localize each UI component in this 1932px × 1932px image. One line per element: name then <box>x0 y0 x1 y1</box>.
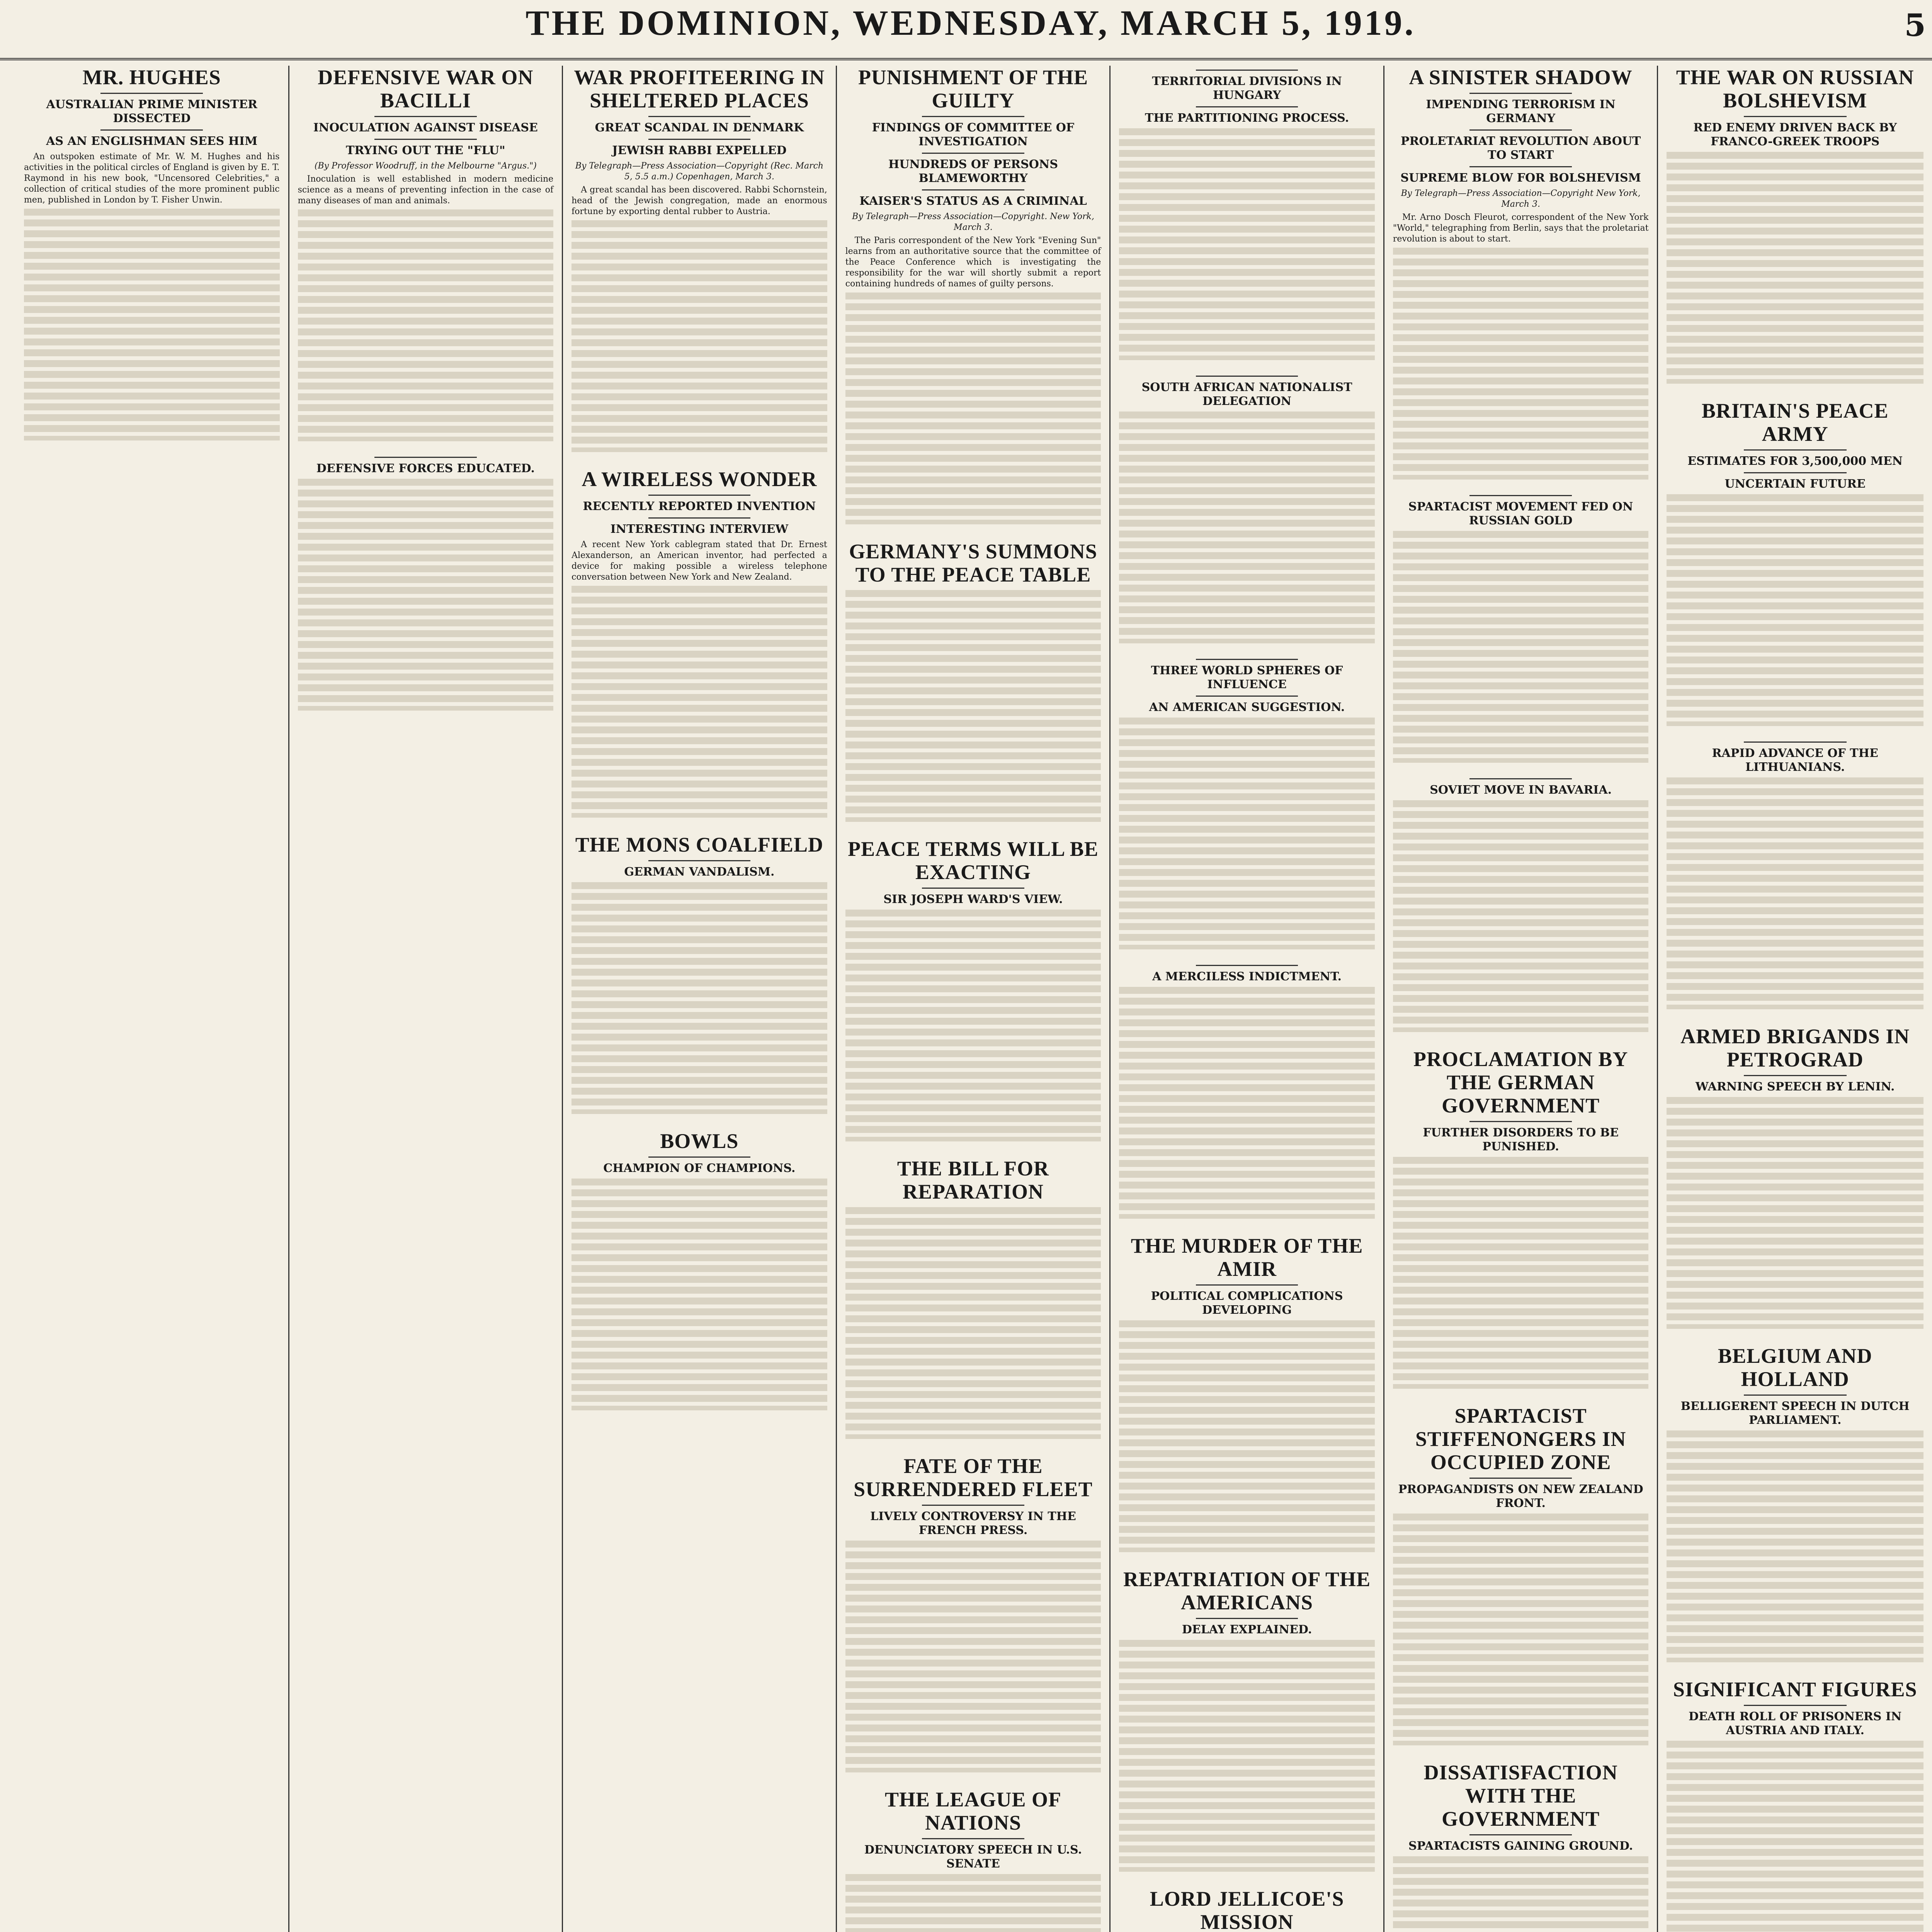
divider <box>1196 1618 1298 1619</box>
subheadline: HUNDREDS OF PERSONS BLAMEWORTHY <box>888 158 1058 185</box>
subheadline: BELLIGERENT SPEECH IN DUTCH PARLIAMENT. <box>1680 1400 1910 1427</box>
headline: BRITAIN'S PEACE ARMY <box>1701 399 1889 446</box>
divider <box>1744 116 1847 117</box>
article <box>571 1129 827 1410</box>
subheadline: PROPAGANDISTS ON NEW ZEALAND FRONT. <box>1398 1483 1643 1510</box>
article <box>1393 1048 1649 1389</box>
divider <box>1744 1705 1847 1706</box>
article <box>1667 1344 1923 1662</box>
divider <box>1744 449 1847 451</box>
headline: REPATRIATION OF THE AMERICANS <box>1123 1568 1371 1614</box>
body-paragraph: Inoculation is well established in modern medicine science as a means of preventing infection in the case of many diseases of man and animals. <box>298 174 554 206</box>
article <box>298 457 554 711</box>
divider <box>100 93 203 94</box>
headline: DISSATISFACTION WITH THE GOVERNMENT <box>1423 1761 1618 1830</box>
body-text-block <box>1393 248 1649 480</box>
masthead <box>0 0 1932 60</box>
dateline: By Telegraph—Press Association—Copyright New York, March 3. <box>1401 189 1641 209</box>
divider <box>1196 1284 1298 1286</box>
body-text-block <box>1667 777 1923 1009</box>
body-text-block <box>1393 1514 1649 1745</box>
divider <box>1196 70 1298 71</box>
divider <box>648 495 751 496</box>
divider <box>374 116 477 117</box>
divider <box>1469 778 1572 779</box>
subheadline: SUPREME BLOW FOR BOLSHEVISM <box>1400 171 1641 185</box>
subheadline: UNCERTAIN FUTURE <box>1725 477 1866 491</box>
divider <box>648 517 751 519</box>
subheadline: DEFENSIVE FORCES EDUCATED. <box>316 462 535 475</box>
headline: ARMED BRIGANDS IN PETROGRAD <box>1680 1025 1910 1071</box>
article <box>571 833 827 1114</box>
article <box>845 1157 1101 1439</box>
subheadline: TERRITORIAL DIVISIONS IN HUNGARY <box>1152 75 1342 102</box>
divider <box>1469 166 1572 167</box>
divider <box>1469 93 1572 94</box>
body-text-block <box>1667 152 1923 384</box>
subheadline: FURTHER DISORDERS TO BE PUNISHED. <box>1423 1126 1619 1153</box>
subheadline: IMPENDING TERRORISM IN GERMANY <box>1426 98 1616 125</box>
newspaper-columns <box>15 66 1932 1932</box>
headline: SPARTACIST STIFFENONGERS IN OCCUPIED ZONE <box>1415 1404 1626 1474</box>
divider <box>922 888 1024 889</box>
body-text-block <box>1393 1856 1649 1932</box>
divider <box>1469 1121 1572 1122</box>
subheadline: SIR JOSEPH WARD'S VIEW. <box>883 893 1063 906</box>
divider <box>922 1838 1024 1839</box>
headline: PROCLAMATION BY THE GERMAN GOVERNMENT <box>1413 1048 1628 1117</box>
article <box>1667 742 1923 1009</box>
subheadline: RED ENEMY DRIVEN BACK BY FRANCO-GREEK TROOPS <box>1693 121 1897 148</box>
divider <box>1744 1075 1847 1076</box>
body-text-block <box>571 586 827 818</box>
article <box>571 468 827 818</box>
body-text-block <box>1667 1430 1923 1662</box>
headline: FATE OF THE SURRENDERED FLEET <box>854 1454 1093 1501</box>
body-paragraph: A great scandal has been discovered. Rabbi Schornstein, head of the Jewish congregation, made an enormous fortune by exporting dental rubber to Austria. <box>571 185 827 216</box>
subheadline: AN AMERICAN SUGGESTION. <box>1149 701 1345 714</box>
column-1 <box>15 66 289 1932</box>
divider <box>648 139 751 140</box>
headline: BELGIUM AND HOLLAND <box>1718 1344 1872 1391</box>
article <box>1393 1761 1649 1932</box>
body-text-block <box>845 1874 1101 1932</box>
body-text-block <box>571 220 827 452</box>
subheadline: KAISER'S STATUS AS A CRIMINAL <box>859 194 1087 208</box>
subheadline: AS AN ENGLISHMAN SEES HIM <box>46 134 258 148</box>
body-text-block <box>1119 128 1375 360</box>
article <box>1667 399 1923 726</box>
divider <box>1744 1395 1847 1396</box>
article <box>298 66 554 441</box>
headline: MR. HUGHES <box>82 66 221 89</box>
body-text-block <box>1667 1741 1923 1932</box>
body-text-block <box>1119 1320 1375 1552</box>
article <box>1119 965 1375 1219</box>
column-4 <box>837 66 1111 1932</box>
subheadline: SOVIET MOVE IN BAVARIA. <box>1430 783 1612 797</box>
divider <box>374 139 477 140</box>
subheadline: SPARTACISTS GAINING GROUND. <box>1408 1839 1633 1853</box>
headline: BOWLS <box>660 1129 739 1153</box>
article <box>845 837 1101 1141</box>
subheadline: POLITICAL COMPLICATIONS DEVELOPING <box>1151 1289 1343 1317</box>
divider <box>100 129 203 131</box>
body-text-block <box>1119 1640 1375 1872</box>
headline: PUNISHMENT OF THE GUILTY <box>858 66 1088 112</box>
body-paragraph: An outspoken estimate of Mr. W. M. Hughes and his activities in the political circles of England is given by E. T. Raymond in his new book, "Uncensored Celebrities," a collection of critical studies of the more prominent public men, published in London by T. Fisher Unwin. <box>24 152 280 205</box>
body-text-block <box>1667 494 1923 726</box>
subheadline: ESTIMATES FOR 3,500,000 MEN <box>1687 454 1903 468</box>
dateline: (By Professor Woodruff, in the Melbourne "Argus.") <box>314 161 537 171</box>
subheadline: INTERESTING INTERVIEW <box>610 522 789 536</box>
article <box>24 66 280 440</box>
body-text-block <box>1667 1097 1923 1329</box>
subheadline: AUSTRALIAN PRIME MINISTER DISSECTED <box>46 98 257 125</box>
divider <box>1196 376 1298 377</box>
body-text-block <box>1393 1157 1649 1389</box>
divider <box>1196 659 1298 660</box>
dateline: By Telegraph—Press Association—Copyright. New York, March 3. <box>852 212 1094 232</box>
body-paragraph: A recent New York cablegram stated that Dr. Ernest Alexanderson, an American inventor, had perfected a device for making possible a wireless telephone conversation between New York and New Zealand. <box>571 540 827 582</box>
headline: LORD JELLICOE'S MISSION <box>1150 1887 1344 1932</box>
body-text-block <box>298 209 554 441</box>
article <box>845 1454 1101 1772</box>
body-text-block <box>24 209 280 440</box>
body-text-block <box>845 590 1101 822</box>
column-2 <box>289 66 563 1932</box>
divider <box>1469 129 1572 131</box>
article <box>1393 778 1649 1032</box>
divider <box>1469 1834 1572 1835</box>
body-text-block <box>1119 412 1375 643</box>
article <box>1119 1234 1375 1552</box>
body-text-block <box>1119 987 1375 1219</box>
subheadline: JEWISH RABBI EXPELLED <box>612 144 787 157</box>
article <box>1667 66 1923 384</box>
divider <box>648 860 751 861</box>
subheadline: DELAY EXPLAINED. <box>1182 1623 1312 1636</box>
headline: WAR PROFITEERING IN SHELTERED PLACES <box>574 66 825 112</box>
subheadline: TRYING OUT THE "FLU" <box>346 144 505 157</box>
article <box>845 540 1101 822</box>
body-paragraph: Mr. Arno Dosch Fleurot, correspondent of the New York "World," telegraphing from Berlin, says that the proletariat revolution is about to start. <box>1393 213 1649 244</box>
column-3 <box>563 66 837 1932</box>
body-text-block <box>845 1207 1101 1439</box>
headline: THE LEAGUE OF NATIONS <box>884 1788 1062 1834</box>
body-text-block <box>1393 800 1649 1032</box>
subheadline: RECENTLY REPORTED INVENTION <box>583 500 816 513</box>
dateline: By Telegraph—Press Association—Copyright (Rec. March 5, 5.5 a.m.) Copenhagen, March 3. <box>575 161 824 182</box>
subheadline: GREAT SCANDAL IN DENMARK <box>595 121 804 134</box>
subheadline: RAPID ADVANCE OF THE LITHUANIANS. <box>1712 747 1878 774</box>
body-text-block <box>845 293 1101 524</box>
article <box>1119 1568 1375 1872</box>
column-6 <box>1384 66 1658 1932</box>
article <box>1119 659 1375 949</box>
subheadline: SOUTH AFRICAN NATIONALIST DELEGATION <box>1141 381 1352 408</box>
newspaper-title: THE DOMINION, WEDNESDAY, MARCH 5, 1919. <box>526 3 1416 43</box>
subheadline: DEATH ROLL OF PRISONERS IN AUSTRIA AND ITALY. <box>1689 1710 1902 1737</box>
subheadline: THREE WORLD SPHERES OF INFLUENCE <box>1151 664 1343 691</box>
subheadline: LIVELY CONTROVERSY IN THE FRENCH PRESS. <box>870 1510 1076 1537</box>
body-text-block <box>571 1179 827 1410</box>
subheadline: THE PARTITIONING PROCESS. <box>1145 111 1349 125</box>
body-text-block <box>845 910 1101 1141</box>
article <box>1119 376 1375 643</box>
divider <box>1469 495 1572 496</box>
article <box>1393 495 1649 763</box>
headline: THE BILL FOR REPARATION <box>897 1157 1049 1203</box>
divider <box>1196 106 1298 107</box>
divider <box>374 457 477 458</box>
divider <box>1196 696 1298 697</box>
headline: SIGNIFICANT FIGURES <box>1673 1678 1917 1701</box>
body-text-block <box>571 882 827 1114</box>
subheadline: DENUNCIATORY SPEECH IN U.S. SENATE <box>864 1843 1082 1871</box>
subheadline: FINDINGS OF COMMITTEE OF INVESTIGATION <box>872 121 1075 148</box>
article <box>845 66 1101 524</box>
subheadline: PROLETARIAT REVOLUTION ABOUT TO START <box>1400 134 1641 162</box>
body-paragraph: The Paris correspondent of the New York "Evening Sun" learns from an authoritative source that the committee of the Peace Conference which is investigating the responsibility for the war will shortly submit a report containing hundreds of names of guilty persons. <box>845 236 1101 289</box>
divider <box>922 116 1024 117</box>
article <box>1667 1678 1923 1932</box>
article <box>845 1788 1101 1932</box>
divider <box>648 116 751 117</box>
article <box>1667 1025 1923 1329</box>
article <box>1119 70 1375 360</box>
headline: DEFENSIVE WAR ON BACILLI <box>318 66 534 112</box>
divider <box>1196 965 1298 966</box>
subheadline: WARNING SPEECH BY LENIN. <box>1695 1080 1895 1094</box>
subheadline: CHAMPION OF CHAMPIONS. <box>603 1162 796 1175</box>
headline: A SINISTER SHADOW <box>1409 66 1633 89</box>
subheadline: SPARTACIST MOVEMENT FED ON RUSSIAN GOLD <box>1408 500 1633 527</box>
subheadline: INOCULATION AGAINST DISEASE <box>313 121 538 134</box>
divider <box>922 153 1024 154</box>
body-text-block <box>298 479 554 711</box>
subheadline: GERMAN VANDALISM. <box>624 865 775 879</box>
headline: PEACE TERMS WILL BE EXACTING <box>848 837 1099 884</box>
body-text-block <box>1393 531 1649 763</box>
article <box>1119 1887 1375 1932</box>
headline: THE MONS COALFIELD <box>575 833 823 856</box>
column-7 <box>1658 66 1932 1932</box>
divider <box>1469 1478 1572 1479</box>
divider <box>922 189 1024 190</box>
headline: GERMANY'S SUMMONS TO THE PEACE TABLE <box>849 540 1097 586</box>
page-number: 5 <box>1904 7 1926 43</box>
headline: A WIRELESS WONDER <box>582 468 817 491</box>
column-5 <box>1111 66 1384 1932</box>
divider <box>1744 742 1847 743</box>
headline: THE WAR ON RUSSIAN BOLSHEVISM <box>1676 66 1914 112</box>
subheadline: A MERCILESS INDICTMENT. <box>1152 970 1342 983</box>
divider <box>648 1156 751 1158</box>
body-text-block <box>1119 718 1375 949</box>
body-text-block <box>845 1541 1101 1772</box>
article <box>571 66 827 452</box>
divider <box>922 1505 1024 1506</box>
article <box>1393 66 1649 480</box>
divider <box>1744 472 1847 473</box>
headline: THE MURDER OF THE AMIR <box>1131 1234 1363 1281</box>
article <box>1393 1404 1649 1745</box>
